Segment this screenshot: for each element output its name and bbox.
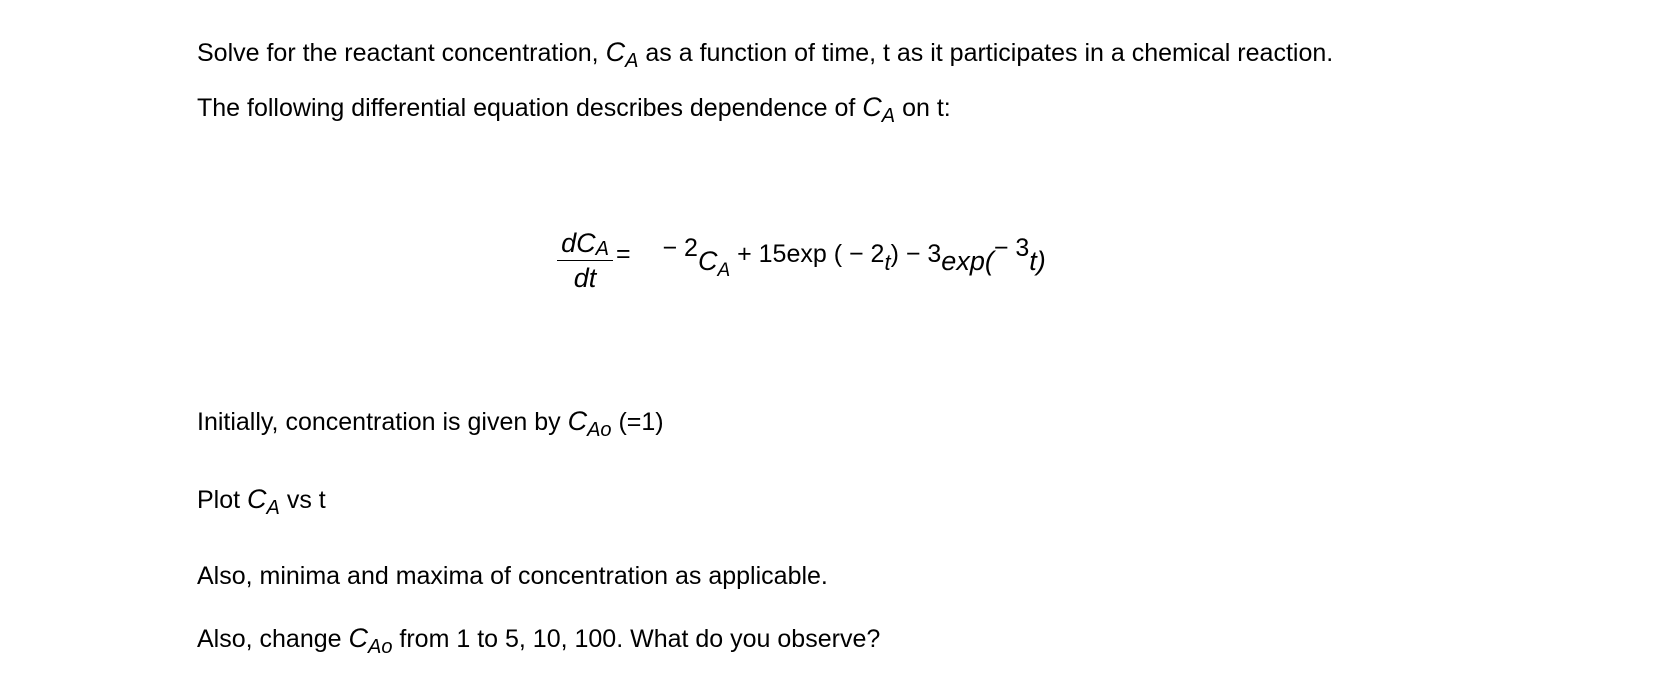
variable-c: C (567, 406, 588, 436)
term2-text: + 15exp ( − 2 (730, 240, 885, 268)
text-segment: Initially, concentration is given by (197, 408, 568, 436)
equation-rhs (616, 234, 1046, 281)
variable-c: C (862, 92, 882, 122)
text-segment: vs t (279, 486, 326, 514)
text-segment: (=1) (611, 408, 664, 436)
initial-condition-line (197, 406, 664, 439)
subscript: A (266, 497, 280, 519)
variable-c: C (605, 37, 626, 67)
numerator-var: dC (561, 228, 596, 258)
equation-intro-line (197, 92, 951, 125)
text-segment: as a function of time, t as it participates in a chemical reaction. (638, 39, 1334, 67)
fraction-numerator (557, 226, 613, 260)
subscript: A (625, 50, 639, 72)
equals-sign: = (616, 240, 631, 268)
extrema-instruction-line (197, 561, 828, 591)
term3-function: exp( (941, 246, 994, 276)
term2-close: ) − 3 (890, 240, 942, 268)
variable-c: C (348, 623, 368, 653)
term2-variable: t (884, 250, 891, 275)
text-segment: The following differential equation describes dependence of (197, 94, 863, 122)
term3-end: t) (1029, 246, 1046, 276)
term3-coefficient: − 3 (993, 234, 1030, 262)
text-segment: Plot (197, 486, 248, 514)
numerator-subscript: A (595, 238, 609, 260)
text-segment: on t: (895, 94, 951, 122)
derivative-fraction (557, 226, 613, 295)
parameter-change-line (197, 623, 880, 656)
subscript: Ao (368, 636, 393, 658)
plot-instruction-line (197, 484, 326, 517)
text-segment: from 1 to 5, 10, 100. What do you observe? (392, 625, 881, 653)
term1-variable: C (697, 246, 718, 276)
problem-statement-line (197, 37, 1333, 70)
text-segment: Solve for the reactant concentration, (197, 39, 606, 67)
term1-coefficient: − 2 (662, 234, 698, 262)
fraction-denominator: dt (573, 263, 597, 293)
subscript: A (881, 105, 896, 127)
term1-subscript: A (717, 260, 731, 281)
text-segment: Also, change (197, 625, 349, 653)
variable-c: C (247, 484, 267, 514)
subscript: Ao (587, 419, 612, 441)
text-segment: Also, minima and maxima of concentration as applicable. (197, 562, 828, 590)
